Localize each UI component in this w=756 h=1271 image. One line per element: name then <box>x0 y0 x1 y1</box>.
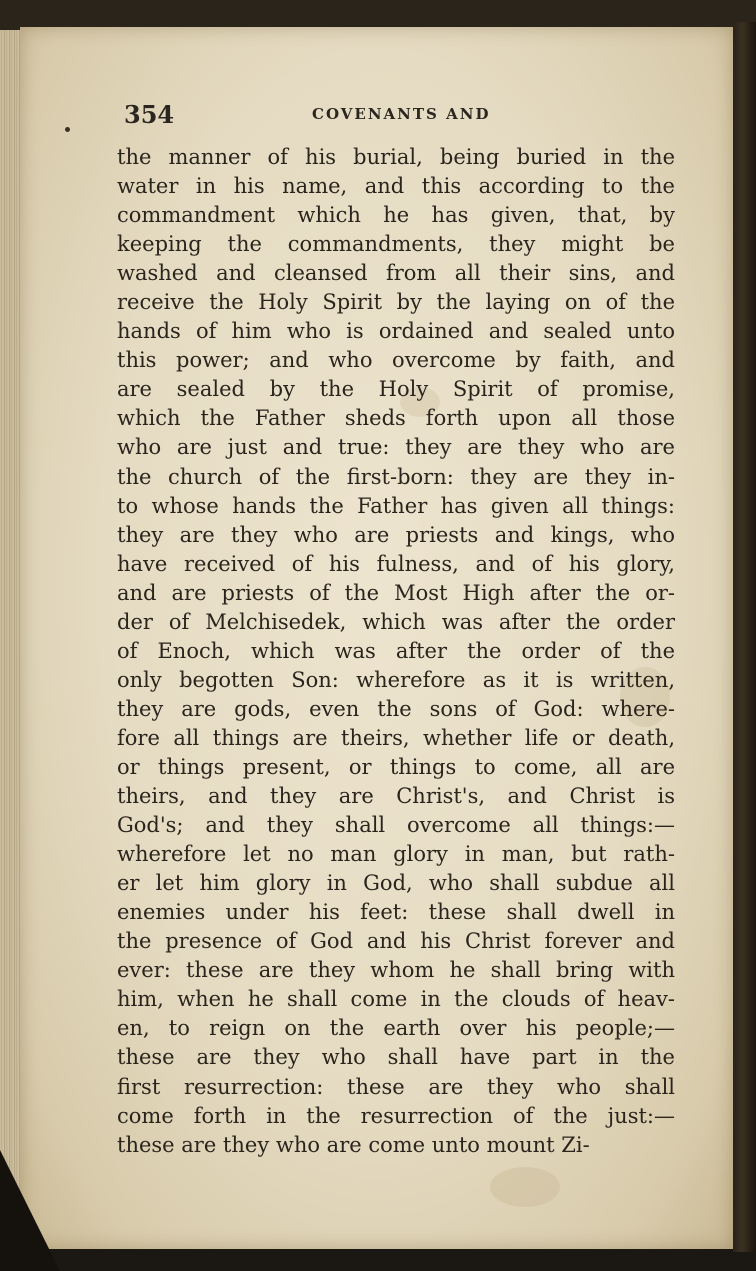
margin-mark <box>65 127 70 132</box>
text-line: the presence of God and his Christ forever and <box>117 929 675 954</box>
text-line: they are they who are priests and kings, who <box>117 522 675 547</box>
text-line: ever: these are they whom he shall bring with <box>117 958 675 983</box>
text-line: only begotten Son: wherefore as it is written, <box>117 667 675 692</box>
text-line: come forth in the resurrection of the just:— <box>117 1103 675 1128</box>
running-title: COVENANTS AND <box>312 105 491 123</box>
running-head <box>124 100 504 130</box>
text-line: enemies under his feet: these shall dwell in <box>117 900 675 925</box>
text-line: wherefore let no man glory in man, but rath- <box>117 842 675 867</box>
page-number: 354 <box>124 100 175 129</box>
text-line: receive the Holy Spirit by the laying on of the <box>117 290 675 315</box>
text-line: which the Father sheds forth upon all those <box>117 406 675 431</box>
text-line: first resurrection: these are they who shall <box>117 1074 675 1099</box>
paper-stain <box>490 1167 560 1207</box>
book-binding <box>0 30 22 1271</box>
text-line: this power; and who overcome by faith, and <box>117 348 675 373</box>
text-line: the manner of his burial, being buried in the <box>117 145 675 169</box>
text-line: en, to reign on the earth over his people;— <box>117 1016 675 1041</box>
text-line: keeping the commandments, they might be <box>117 232 675 257</box>
text-line: fore all things are theirs, whether life or death, <box>117 725 675 750</box>
text-line: theirs, and they are Christ's, and Christ is <box>117 784 675 809</box>
text-line: commandment which he has given, that, by <box>117 203 675 228</box>
text-line: der of Melchisedek, which was after the order <box>117 609 675 634</box>
text-line: water in his name, and this according to the <box>117 174 675 199</box>
text-line: they are gods, even the sons of God: where- <box>117 696 675 721</box>
text-line: these are they who shall have part in the <box>117 1045 675 1070</box>
text-line: and are priests of the Most High after the or- <box>117 580 675 605</box>
text-line: who are just and true: they are they who are <box>117 435 675 460</box>
text-line: er let him glory in God, who shall subdue all <box>117 871 675 896</box>
text-line: these are they who are come unto mount Zi- <box>117 1132 590 1157</box>
text-line: the church of the first-born: they are they in- <box>117 464 675 489</box>
text-line: have received of his fulness, and of his glory, <box>117 551 675 576</box>
text-line: are sealed by the Holy Spirit of promise, <box>117 377 675 402</box>
text-line: washed and cleansed from all their sins, and <box>117 261 675 286</box>
text-line: to whose hands the Father has given all things: <box>117 493 675 518</box>
text-line: God's; and they shall overcome all things:— <box>117 813 675 838</box>
text-line: or things present, or things to come, all are <box>117 754 675 779</box>
text-line: of Enoch, which was after the order of the <box>117 638 675 663</box>
body-text <box>117 143 675 1160</box>
page-edge-shadow <box>733 22 756 1252</box>
text-line: him, when he shall come in the clouds of heav- <box>117 987 675 1012</box>
text-line: hands of him who is ordained and sealed unto <box>117 319 675 344</box>
